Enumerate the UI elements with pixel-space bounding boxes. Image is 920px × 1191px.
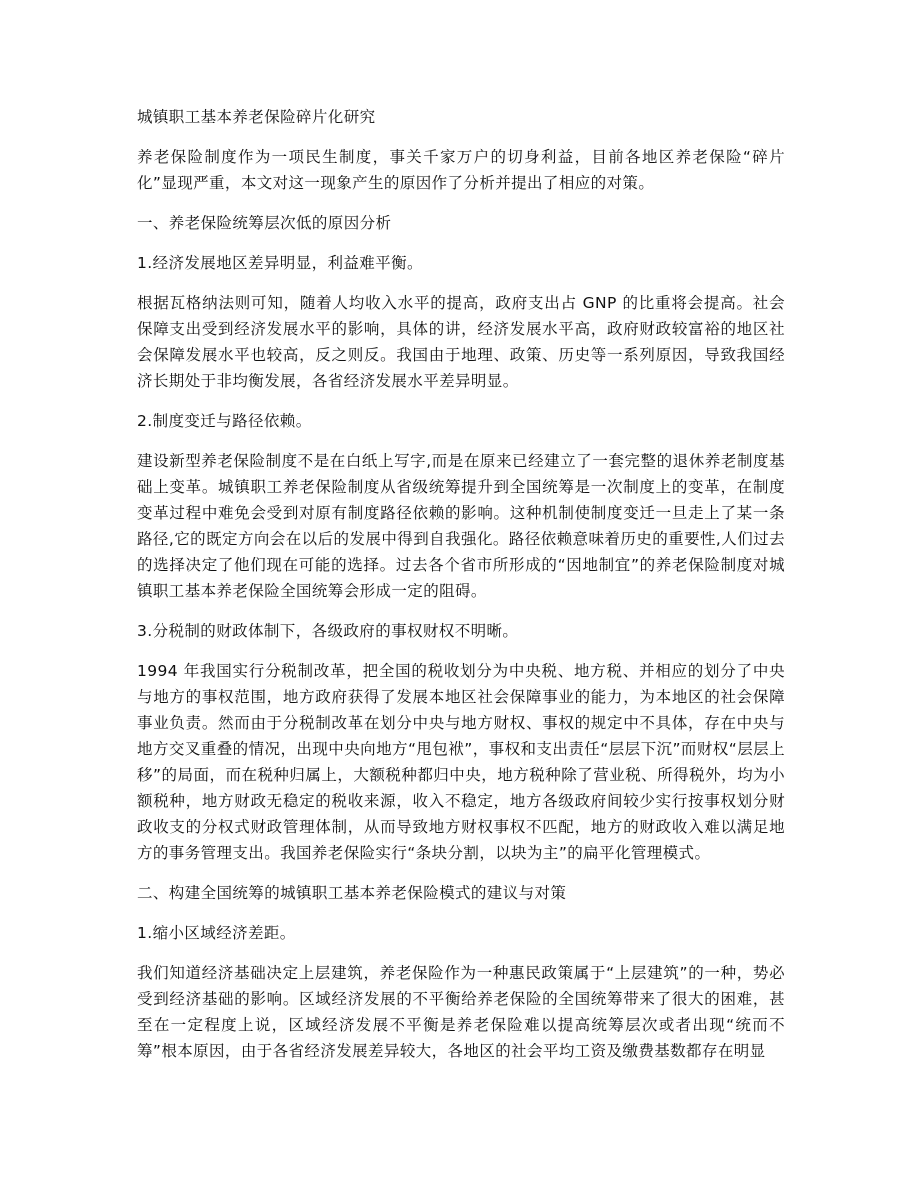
abstract-paragraph: 养老保险制度作为一项民生制度，事关千家万户的切身利益，目前各地区养老保险“碎片化”显现严重，本文对这一现象产生的原因作了分析并提出了相应的对策。 [137,148,785,192]
document-page [137,104,785,1078]
subsection-heading-1-2: 2.制度变迁与路径依赖。 [137,412,312,430]
body-paragraph-1-1: 根据瓦格纳法则可知，随着人均收入水平的提高，政府支出占 GNP 的比重将会提高。社会保障支出受到经济发展水平的影响，具体的讲，经济发展水平高，政府财政较富裕的地区社会保障发展水平也较高，反之则反。我国由于地理、政策、历史等一系列原因，导致我国经济长期处于非均衡发展，各省经济发展水平差异明显。 [137,294,785,390]
section-heading-1: 一、养老保险统筹层次低的原因分析 [137,214,392,232]
body-paragraph-1-3: 1994 年我国实行分税制改革，把全国的税收划分为中央税、地方税、并相应的划分了中央与地方的事权范围，地方政府获得了发展本地区社会保障事业的能力，为本地区的社会保障事业负责。然而由于分税制改革在划分中央与地方财权、事权的规定中不具体，存在中央与地方交叉重叠的情况，出现中央向地方“甩包袱”，事权和支出责任“层层下沉”而财权“层层上移”的局面，而在税种归属上，大额税种都归中央，地方税种除了营业税、所得税外，均为小额税种，地方财政无稳定的税收来源，收入不稳定，地方各级政府间较少实行按事权划分财政收支的分权式财政管理体制，从而导致地方财权事权不匹配，地方的财政收入难以满足地方的事务管理支出。我国养老保险实行“条块分割，以块为主”的扁平化管理模式。 [137,662,785,862]
subsection-heading-1-1: 1.经济发展地区差异明显，利益难平衡。 [137,254,423,272]
subsection-heading-2-1: 1.缩小区域经济差距。 [137,924,296,942]
body-paragraph-1-2: 建设新型养老保险制度不是在白纸上写字,而是在原来已经建立了一套完整的退休养老制度基础上变革。城镇职工养老保险制度从省级统筹提升到全国统筹是一次制度上的变革，在制度变革过程中难免会受到对原有制度路径依赖的影响。这种机制使制度变迁一旦走上了某一条路径,它的既定方向会在以后的发展中得到自我强化。路径依赖意味着历史的重要性,人们过去的选择决定了他们现在可能的选择。过去各个省市所形成的“因地制宜”的养老保险制度对城镇职工基本养老保险全国统筹会形成一定的阻碍。 [137,452,785,600]
document-title: 城镇职工基本养老保险碎片化研究 [137,108,376,126]
section-heading-2: 二、构建全国统筹的城镇职工基本养老保险模式的建议与对策 [137,884,567,902]
body-paragraph-2-1: 我们知道经济基础决定上层建筑，养老保险作为一种惠民政策属于“上层建筑”的一种，势必受到经济基础的影响。区域经济发展的不平衡给养老保险的全国统筹带来了很大的困难，甚至在一定程度上说，区域经济发展不平衡是养老保险难以提高统筹层次或者出现“统而不筹”根本原因，由于各省经济发展差异较大，各地区的社会平均工资及缴费基数都存在明显 [137,964,785,1060]
subsection-heading-1-3: 3.分税制的财政体制下，各级政府的事权财权不明晰。 [137,622,519,640]
